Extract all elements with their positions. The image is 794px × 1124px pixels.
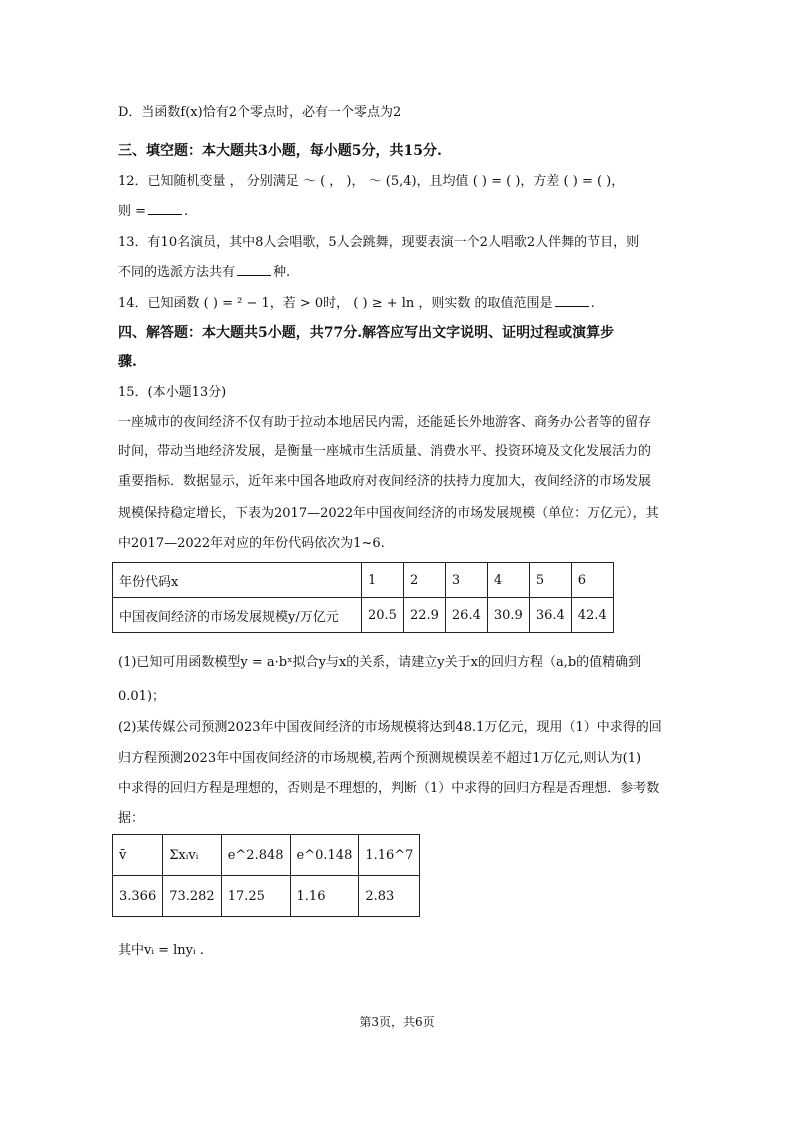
question-15-paragraph-line: 中2017—2022年对应的年份代码依次为1~6. xyxy=(118,536,385,551)
part-2-line: 归方程预测2023年中国夜间经济的市场规模,若两个预测规模误差不超过1万亿元,则认为(1) xyxy=(118,751,642,766)
reference-value-cell: 1.16 xyxy=(290,876,359,917)
reference-header-cell: e^0.148 xyxy=(290,835,359,876)
question-15-paragraph-line: 重要指标．数据显示，近年来中国各地政府对夜间经济的扶持力度加大，夜间经济的市场发展 xyxy=(118,474,652,489)
question-14 xyxy=(118,294,678,313)
market-size-cell: 22.9 xyxy=(403,598,445,633)
question-13-line2 xyxy=(118,263,678,282)
market-size-table xyxy=(112,562,614,633)
question-13-suffix: 种. xyxy=(273,265,291,280)
reference-header-cell: Σxᵢvᵢ xyxy=(163,835,222,876)
option-d: D．当函数f(x)恰有2个零点时，必有一个零点为2 xyxy=(118,105,402,120)
question-12-prefix: 则 = xyxy=(118,204,147,219)
reference-data-table xyxy=(112,834,420,917)
reference-value-cell: 3.366 xyxy=(113,876,163,917)
answer-blank xyxy=(555,294,589,307)
question-14-suffix: . xyxy=(590,296,595,311)
reference-value-cell: 17.25 xyxy=(221,876,290,917)
table-row xyxy=(113,563,614,598)
reference-header-cell: v̄ xyxy=(113,835,163,876)
table-row xyxy=(113,876,420,917)
year-code-cell: 1 xyxy=(362,563,404,598)
question-12-line1: 12．已知随机变量 ， 分别满足 ～ ( ， )， ～ (5,4)，且均值 ( ) = ( )，方差 ( ) = ( )， xyxy=(118,174,625,189)
part-2-line: 据： xyxy=(118,811,145,826)
reference-value-cell: 2.83 xyxy=(359,876,420,917)
page-footer: 第3页，共6页 xyxy=(359,1015,435,1029)
question-12-line2 xyxy=(118,202,678,221)
section-4-heading-line1: 四、解答题：本大题共5小题，共77分.解答应写出文字说明、证明过程或演算步 xyxy=(118,325,615,341)
part-1-line2: 0.01)； xyxy=(118,689,166,704)
answer-blank xyxy=(148,202,182,215)
year-code-cell: 2 xyxy=(403,563,445,598)
market-size-cell: 26.4 xyxy=(445,598,487,633)
part-1-line1: (1)已知可用函数模型y = a·bˣ拟合y与x的关系，请建立y关于x的回归方程（a,b的值精确到 xyxy=(118,655,642,670)
question-15-paragraph-line: 规模保持稳定增长，下表为2017—2022年中国夜间经济的市场发展规模（单位：万亿元），其 xyxy=(118,506,659,521)
question-12-suffix: . xyxy=(184,204,189,219)
table-row xyxy=(113,835,420,876)
market-size-cell: 20.5 xyxy=(362,598,404,633)
question-15-paragraph-line: 一座城市的夜间经济不仅有助于拉动本地居民内需，还能延长外地游客、商务办公者等的留存 xyxy=(118,415,652,430)
year-code-cell: 5 xyxy=(529,563,571,598)
section-4-heading-line2: 骤. xyxy=(118,354,137,370)
part-2-line: 中求得的回归方程是理想的，否则是不理想的，判断（1）中求得的回归方程是否理想．参考数 xyxy=(118,781,660,796)
question-13-prefix: 不同的选派方法共有 xyxy=(118,265,236,280)
question-15-header: 15．(本小题13分) xyxy=(118,385,227,400)
answer-blank xyxy=(237,263,271,276)
part-2-line: (2)某传媒公司预测2023年中国夜间经济的市场规模将达到48.1万亿元，现用（1）中求得的回 xyxy=(118,720,662,735)
reference-header-cell: e^2.848 xyxy=(221,835,290,876)
market-size-cell: 30.9 xyxy=(487,598,529,633)
table-row xyxy=(113,598,614,633)
year-code-cell: 4 xyxy=(487,563,529,598)
year-code-cell: 6 xyxy=(571,563,613,598)
definition-note: 其中vᵢ = lnyᵢ . xyxy=(118,943,204,958)
table-row-label: 中国夜间经济的市场发展规模y/万亿元 xyxy=(113,598,362,633)
reference-value-cell: 73.282 xyxy=(163,876,222,917)
question-14-prefix: 14．已知函数 ( ) = ² − 1，若 > 0时， ( ) ≥ + ln ，则实数 的取值范围是 xyxy=(118,296,553,311)
reference-header-cell: 1.16^7 xyxy=(359,835,420,876)
year-code-cell: 3 xyxy=(445,563,487,598)
market-size-cell: 36.4 xyxy=(529,598,571,633)
table-row-label: 年份代码x xyxy=(113,563,362,598)
question-15-paragraph-line: 时间，带动当地经济发展，是衡量一座城市生活质量、消费水平、投资环境及文化发展活力的 xyxy=(118,444,652,459)
market-size-cell: 42.4 xyxy=(571,598,613,633)
section-3-heading: 三、填空题：本大题共3小题，每小题5分，共15分. xyxy=(118,143,442,159)
question-13-line1: 13．有10名演员，其中8人会唱歌，5人会跳舞，现要表演一个2人唱歌2人伴舞的节目，则 xyxy=(118,235,640,250)
